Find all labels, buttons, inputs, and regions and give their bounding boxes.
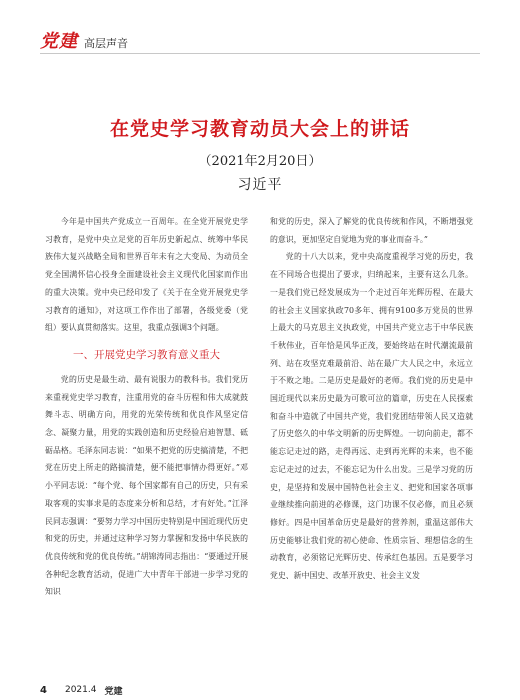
section-heading: 一、开展党史学习教育意义重大	[73, 348, 220, 361]
paragraph-intro: 今年是中国共产党成立一百周年。在全党开展党史学习教育，是党中央立足党的百年历史新起点、统筹中华民族伟大复兴战略全局和世界百年未有之大变局、为动员全党全国满怀信心投身全面建设社会主义现代化国家而作出的重大决策。党中央已经印发了《关于在全党开展党史学习教育的通知》，对这项工作作出了部署，各级党委（党组）要认真贯彻落实。这里，我重点强调3个问题。	[45, 217, 248, 333]
right-column	[270, 213, 473, 585]
magazine-logo: 党建	[40, 31, 78, 52]
paragraph-body: 党的十八大以来，党中央高度重视学习党的历史，我在不同场合也提出了要求，归纳起来，主要有这么几条。一是我们党已经发展成为一个走过百年光辉历程、在最大的社会主义国家执政70多年、拥有9100多万党员的世界上最大的马克思主义执政党，中国共产党立志于中华民族千秋伟业，百年恰是风华正茂，要始终站在时代潮流最前列、站在攻坚克难最前沿、站在最广大人民之中，永远立于不败之地。二是历史是最好的老师。我们党的历史是中国近现代以来历史最为可歌可泣的篇章，历史在人民探索和奋斗中造就了中国共产党，我们党团结带领人民又造就了历史悠久的中华文明新的历史辉煌。一切向前走，都不能忘记走过的路，走得再远、走到再光辉的未来，也不能忘记走过的过去，不能忘记为什么出发。三是学习党的历史，是坚持和发展中国特色社会主义、把党和国家各项事业继续推向前进的必修课，这门功课不仅必修，而且必须修好。四是中国革命历史是最好的营养剂，重温这部伟大历史能够让我们党的初心使命、性质宗旨、理想信念的生动教育，必须铭记光辉历史、传承红色基因。五是要学习党史、新中国史、改革开放史、社会主义发	[270, 252, 473, 581]
magazine-name: 党建	[104, 686, 123, 697]
page-footer	[40, 683, 122, 697]
issue-number: 2021.4	[64, 685, 97, 695]
article-author: 习近平	[237, 177, 283, 193]
article-title: 在党史学习教育动员大会上的讲话	[109, 118, 410, 140]
header-divider	[40, 53, 480, 54]
page-header	[40, 29, 128, 51]
paragraph-body: 党的历史是最生动、最有说服力的教科书。我们党历来重视党史学习教育，注重用党的奋斗历程和伟大成就鼓舞斗志、明确方向，用党的光荣传统和优良作风坚定信念、凝聚力量，用党的实践创造和历史经验启迪智慧、砥砺品格。毛泽东同志说：“如果不把党的历史搞清楚，不把党在历史上所走的路搞清楚，便不能把事情办得更好。”邓小平同志说：“每个党、每个国家都有自己的历史，只有采取客观的实事求是的态度来分析和总结，才有好处。”江泽民同志强调：“要努力学习中国历史特别是中国近现代历史和党的历史，并通过这种学习努力掌握和发扬中华民族的优良传统和党的优良传统。”胡锦涛同志指出：“要通过开展各种纪念教育活动，促进广大中青年干部进一步学习党的知识	[45, 374, 248, 597]
left-column	[45, 213, 248, 601]
article-date: （2021年2月20日）	[198, 154, 322, 169]
page-number: 4	[40, 684, 47, 696]
section-label: 高层声音	[84, 37, 128, 50]
paragraph-continued: 和党的历史，深入了解党的优良传统和作风，不断增强党的意识，更加坚定自觉地为党的事业而奋斗。”	[270, 217, 473, 244]
